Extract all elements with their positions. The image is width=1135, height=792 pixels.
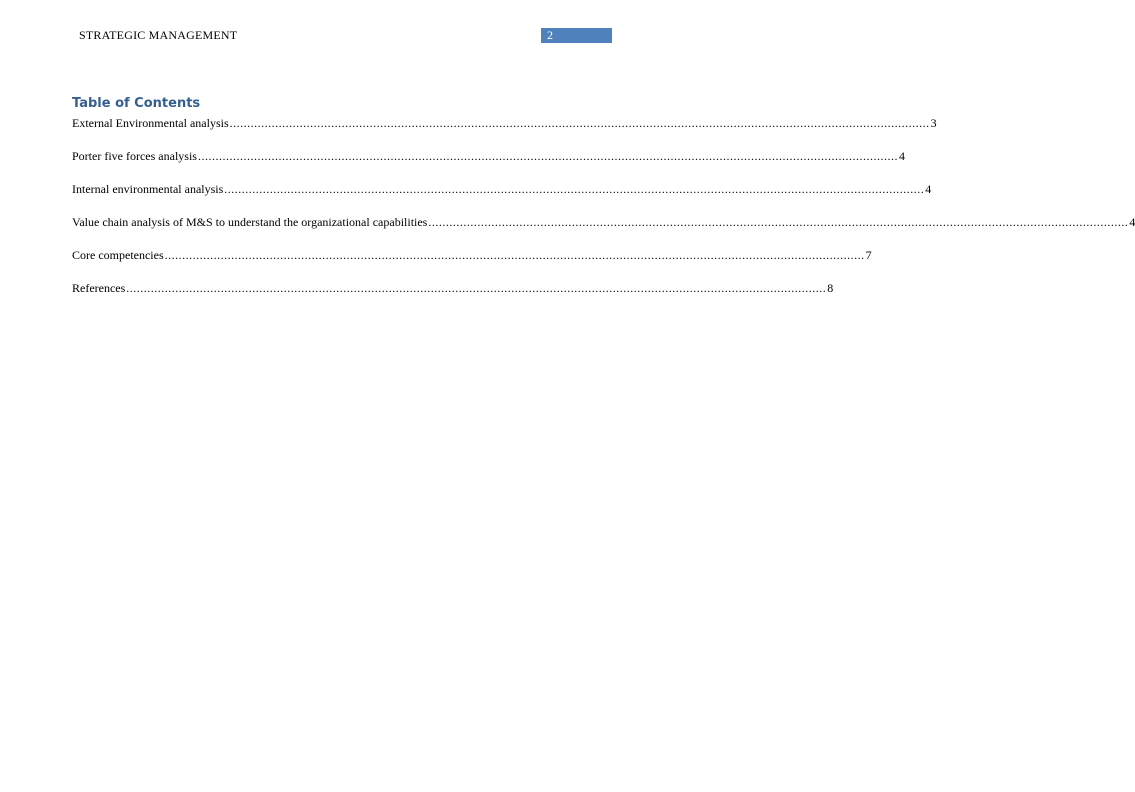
- toc-entry-page: 4: [898, 149, 905, 163]
- toc-entry-label: Internal environmental analysis: [72, 182, 224, 196]
- running-header-title: STRATEGIC MANAGEMENT: [79, 28, 238, 42]
- toc-entry[interactable]: [72, 149, 905, 163]
- toc-entry[interactable]: [72, 215, 1135, 229]
- toc-entry[interactable]: [72, 116, 937, 130]
- table-of-contents: [72, 116, 1135, 314]
- toc-leader-dots: ........................................................................................................................................................................................................: [164, 248, 865, 262]
- toc-entry-page: 7: [865, 248, 872, 262]
- toc-entry-page: 4: [925, 182, 932, 196]
- toc-heading: Table of Contents: [72, 96, 201, 111]
- toc-entry-page: 4: [1129, 215, 1135, 229]
- toc-entry-label: Porter five forces analysis: [72, 149, 197, 163]
- toc-entry-label: Value chain analysis of M&S to understand the organizational capabilities: [72, 215, 428, 229]
- toc-entry-page: 8: [827, 281, 834, 295]
- toc-leader-dots: ........................................................................................................................................................................................................: [126, 281, 827, 295]
- toc-leader-dots: ........................................................................................................................................................................................................: [197, 149, 898, 163]
- toc-entry-label: Core competencies: [72, 248, 164, 262]
- toc-leader-dots: ........................................................................................................................................................................................................: [428, 215, 1129, 229]
- toc-entry[interactable]: [72, 182, 932, 196]
- toc-entry[interactable]: [72, 248, 872, 262]
- toc-entry-label: References: [72, 281, 126, 295]
- page-number-badge: 2: [541, 28, 612, 43]
- toc-leader-dots: ........................................................................................................................................................................................................: [224, 182, 925, 196]
- toc-entry-label: External Environmental analysis: [72, 116, 229, 130]
- toc-leader-dots: ........................................................................................................................................................................................................: [229, 116, 930, 130]
- toc-entry[interactable]: [72, 281, 834, 295]
- toc-entry-page: 3: [930, 116, 937, 130]
